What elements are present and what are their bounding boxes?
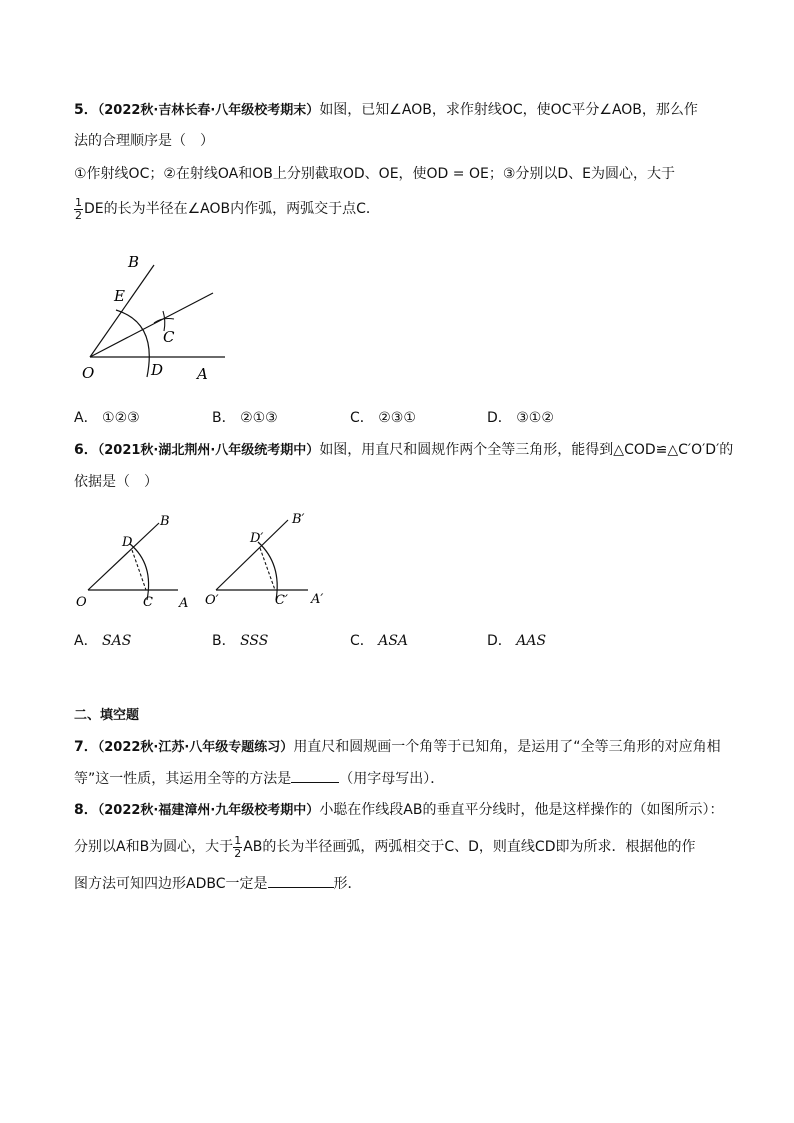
q6-figure-1 [70,508,195,613]
q5-label-a: A [197,365,208,383]
q5-figure [70,245,240,390]
q7-stem-line2-after: （用字母写出）． [339,771,445,787]
q5-option-c-letter: C． [350,410,374,426]
q6-fig2-label-b: B′ [292,512,305,527]
q5-line4 [74,196,380,222]
q6-source: （2021秋·湖北荆州·八年级统考期中） [97,443,320,458]
q7-answer-blank[interactable] [291,768,339,783]
q5-label-d: D [151,361,164,379]
q6-figure-2 [200,508,330,613]
q7-line1 [74,737,721,758]
q8-line2 [74,834,695,860]
q5-option-d[interactable] [487,408,554,428]
q5-source: （2022秋·吉林长春·八年级校考期末） [97,103,320,118]
q6-line2: 依据是（ ） [74,474,158,490]
section-title-fill-in: 二、填空题 [74,708,140,723]
q6-option-a-letter: A． [74,633,98,649]
q8-stem-line2-before: 分别以A和B为圆心，大于 [74,839,234,855]
q5-option-b[interactable] [212,408,278,428]
q5-line2: 法的合理顺序是（ ） [74,133,214,149]
q6-fig2-label-c: C′ [275,593,288,608]
q6-option-b-letter: B． [212,633,236,649]
q6-fig1-segment-dc [132,550,146,590]
q6-stem-line1: 如图，用直尺和圆规作两个全等三角形，能得到△COD≌△C′O′D′的 [319,442,734,458]
q7-number: 7． [74,739,98,755]
q5-option-d-letter: D． [487,410,512,426]
q5-fraction [74,197,83,222]
q8-number: 8． [74,802,98,818]
q8-line1 [74,800,724,821]
q8-stem-line2-after: AB的长为半径画弧，两弧相交于C、D，则直线CD即为所求．根据他的作 [243,839,696,855]
q5-label-e: E [114,287,125,305]
q6-fig1-label-d: D [122,535,133,550]
q6-line1 [74,440,733,461]
q6-fig1-label-b: B [160,514,170,529]
q8-stem-line3-after: 形． [333,876,362,892]
q6-option-b-text: SSS [240,633,269,649]
q6-option-c-text: ASA [378,633,409,649]
q7-stem-line2-before: 等”这一性质，其运用全等的方法是 [74,771,292,787]
q6-option-c[interactable] [350,631,408,651]
q6-option-a-text: SAS [102,633,132,649]
q5-frac-num: 1 [75,195,82,209]
q7-stem-line1: 用直尺和圆规画一个角等于已知角，是运用了“全等三角形的对应角相 [293,739,721,755]
q5-frac-den: 2 [75,208,82,222]
q8-stem-line3-before: 图方法可知四边形ADBC一定是 [74,876,268,892]
q5-line4-text: DE的长为半径在∠AOB内作弧，两弧交于点C． [84,201,380,217]
q6-option-c-letter: C． [350,633,374,649]
q8-line3 [74,873,362,894]
q5-ray-ob [90,265,154,357]
q6-option-b[interactable] [212,631,268,651]
q7-source: （2022秋·江苏·八年级专题练习） [97,740,294,755]
q7-line2 [74,768,444,789]
q5-option-c-text: ②③① [378,410,416,426]
q5-stem-line1: 如图，已知∠AOB，求作射线OC，使OC平分∠AOB，那么作 [319,102,698,118]
q5-option-a-text: ①②③ [102,410,140,426]
q6-fig1-label-o: O [76,595,87,610]
q5-label-c: C [163,328,175,346]
q8-frac-den: 2 [234,846,242,860]
q5-line3: ①作射线OC；②在射线OA和OB上分别截取OD、OE，使OD = OE；③分别以D、E为圆心，大于 [74,166,676,182]
q5-option-d-text: ③①② [516,410,554,426]
q6-option-d-letter: D． [487,633,512,649]
q8-frac-num: 1 [234,833,242,847]
q5-label-o: O [82,364,95,382]
q5-option-a-letter: A． [74,410,98,426]
q5-line1 [74,100,698,121]
q8-source: （2022秋·福建漳州·九年级校考期中） [97,803,320,818]
q5-ray-oc [90,293,213,357]
q6-option-d[interactable] [487,631,546,651]
q5-label-b: B [128,253,140,271]
q6-option-a[interactable] [74,631,131,651]
q8-stem-line1: 小聪在作线段AB的垂直平分线时，他是这样操作的（如图所示）： [319,802,724,818]
q5-option-c[interactable] [350,408,416,428]
q5-arc-de [116,310,149,377]
q5-option-a[interactable] [74,408,140,428]
q8-answer-blank[interactable] [268,873,334,888]
q6-option-d-text: AAS [516,633,547,649]
q6-number: 6． [74,442,98,458]
q6-fig2-label-d: D′ [250,531,264,546]
q6-fig1-label-c: C [143,595,153,610]
q6-fig2-segment-dc [260,548,275,590]
q8-fraction [233,835,242,860]
q5-option-b-text: ②①③ [240,410,278,426]
q5-option-b-letter: B． [212,410,236,426]
q5-number: 5． [74,102,98,118]
q6-fig2-label-a: A′ [311,592,324,607]
q6-fig2-label-o: O′ [205,593,219,608]
q6-fig1-label-a: A [179,596,189,611]
